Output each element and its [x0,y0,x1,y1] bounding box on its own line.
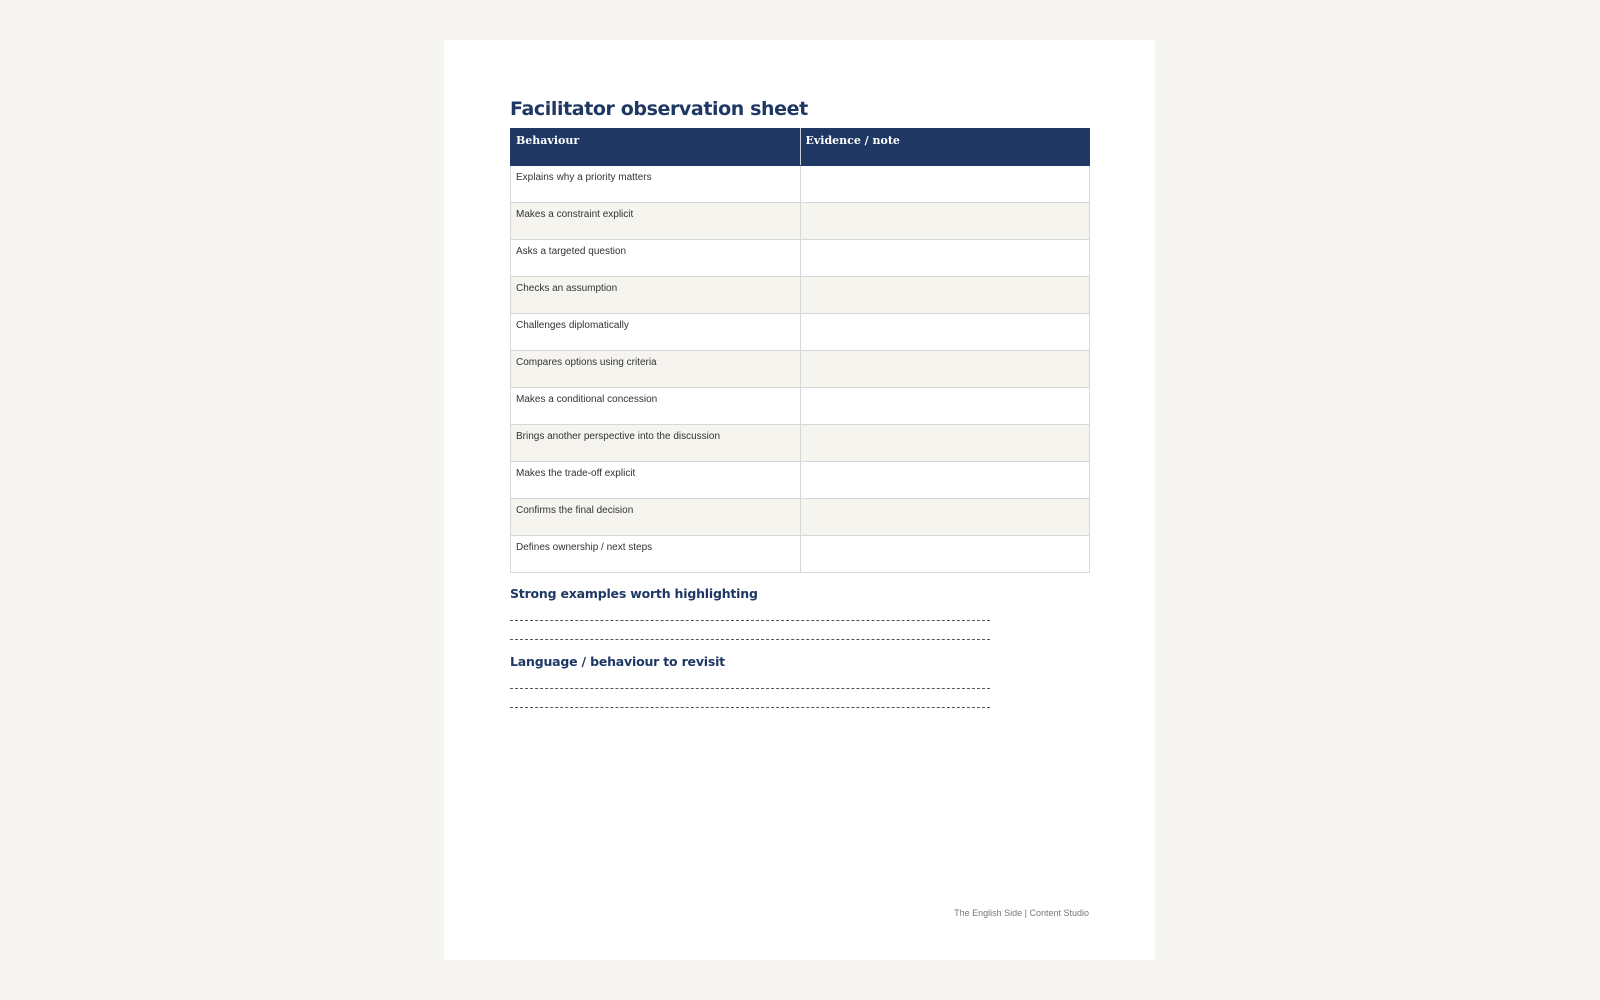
table-row [511,388,1090,425]
table-row [511,166,1090,203]
behaviour-cell: Confirms the final decision [511,499,801,536]
section-heading-strong-examples: Strong examples worth highlighting [510,586,758,601]
table-row [511,425,1090,462]
writing-line[interactable] [510,639,990,640]
section-heading-revisit: Language / behaviour to revisit [510,654,725,669]
column-header-evidence: Evidence / note [800,129,1090,166]
evidence-note-cell[interactable] [800,240,1090,277]
behaviour-cell: Makes the trade-off explicit [511,462,801,499]
evidence-note-cell[interactable] [800,277,1090,314]
writing-line[interactable] [510,620,990,621]
evidence-note-cell[interactable] [800,166,1090,203]
behaviour-cell: Asks a targeted question [511,240,801,277]
behaviour-cell: Makes a conditional concession [511,388,801,425]
evidence-note-cell[interactable] [800,536,1090,573]
evidence-note-cell[interactable] [800,462,1090,499]
behaviour-cell: Defines ownership / next steps [511,536,801,573]
writing-line[interactable] [510,688,990,689]
table-row [511,499,1090,536]
table-row [511,536,1090,573]
evidence-note-cell[interactable] [800,314,1090,351]
table-row [511,240,1090,277]
column-header-behaviour: Behaviour [511,129,801,166]
evidence-note-cell[interactable] [800,203,1090,240]
behaviour-cell: Explains why a priority matters [511,166,801,203]
document-page [444,40,1155,960]
behaviour-cell: Checks an assumption [511,277,801,314]
evidence-note-cell[interactable] [800,499,1090,536]
table-row [511,203,1090,240]
behaviour-cell: Brings another perspective into the discussion [511,425,801,462]
observation-table [510,128,1090,573]
table-row [511,277,1090,314]
behaviour-cell: Challenges diplomatically [511,314,801,351]
evidence-note-cell[interactable] [800,425,1090,462]
table-header-row [511,129,1090,166]
writing-line[interactable] [510,707,990,708]
table-row [511,351,1090,388]
behaviour-cell: Makes a constraint explicit [511,203,801,240]
table-row [511,462,1090,499]
page-title: Facilitator observation sheet [510,98,808,120]
evidence-note-cell[interactable] [800,388,1090,425]
evidence-note-cell[interactable] [800,351,1090,388]
behaviour-cell: Compares options using criteria [511,351,801,388]
footer-credit: The English Side | Content Studio [954,908,1089,918]
table-row [511,314,1090,351]
